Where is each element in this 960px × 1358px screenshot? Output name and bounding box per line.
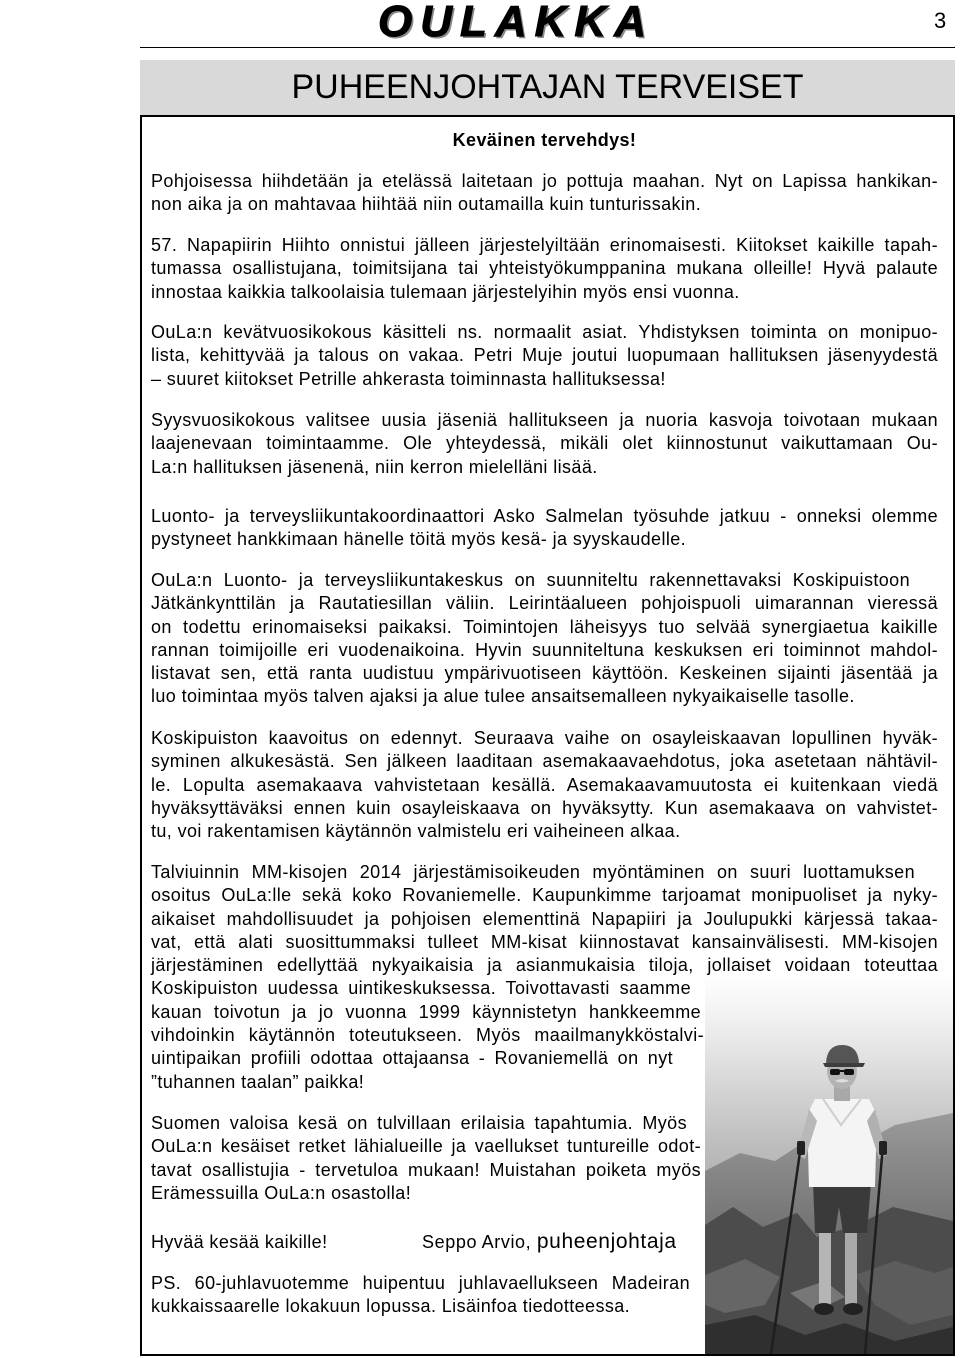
newsletter-logo: OULAKKA bbox=[378, 0, 654, 46]
paragraph-line: tu, voi rakentamisen käytännön valmistelu eri vaiheineen alkaa. bbox=[151, 821, 681, 842]
signature-title: puheenjohtaja bbox=[536, 1230, 677, 1253]
postscript bbox=[151, 1272, 690, 1319]
paragraph-line: kauan toivotun ja jo vuonna 1999 käynnistetyn hankkeemme bbox=[151, 1001, 701, 1022]
paragraph-line: OuLa:n Luonto- ja terveysliikuntakeskus on suunniteltu rakennettavaksi Koskipuistoon bbox=[151, 570, 910, 590]
paragraph-ski-event bbox=[151, 234, 938, 304]
paragraph-line: Erämessuilla OuLa:n osastolla! bbox=[151, 1182, 412, 1203]
paragraph-health-center bbox=[151, 569, 938, 709]
paragraph-line: Jätkänkynttilän ja Rautatiesillan väliin. Leirintäalueen pohjoispuoli uimarannan vieressä bbox=[151, 593, 938, 614]
paragraph-line: 57. Napapiirin Hiihto onnistui jälleen järjestelyiltään erinomaisesti. Kiitokset kaikille tapah- bbox=[151, 235, 938, 255]
paragraph-line: tumassa osallistujana, toimitsijana tai yhteistyökumppanina mukana olleille! Hyvä palaute bbox=[151, 258, 938, 279]
postscript-line: PS. 60-juhlavuotemme huipentuu juhlavaellukseen Madeiran bbox=[151, 1273, 690, 1293]
article-greeting: Keväinen tervehdys! bbox=[452, 130, 637, 150]
paragraph-line: Talviuinnin MM-kisojen 2014 järjestämisoikeuden myöntäminen on suuri luottamuksen bbox=[151, 862, 915, 882]
closing-greeting: Hyvää kesää kaikille! bbox=[151, 1232, 328, 1252]
paragraph-line: laajenevaan toimintaamme. Ole yhteydessä, mikäli olet kiinnostunut vaikuttamaan Ou- bbox=[151, 433, 938, 454]
paragraph-line: ”tuhannen taalan” paikka! bbox=[151, 1071, 365, 1092]
paragraph-line: OuLa:n kevätvuosikokous käsitteli ns. normaalit asiat. Yhdistyksen toiminta on monipuo- bbox=[151, 322, 938, 342]
paragraph-line: pystyneet hankkimaan hänelle töitä myös kesä- ja syyskaudelle. bbox=[151, 529, 687, 550]
paragraph-line: Luonto- ja terveysliikuntakoordinaattori Asko Salmelan työsuhde jatkuu - onneksi olemme bbox=[151, 506, 938, 526]
paragraph-line: vat, että alati suosittummaksi tulleet MM-kisat kiinnostavat kansainvälisesti. MM-kisojen bbox=[151, 931, 938, 952]
paragraph-spring bbox=[151, 170, 938, 217]
paragraph-line: hyväksyttäväksi ennen kuin osayleiskaava on hyväksytty. Kun asemakaava on vahvistet- bbox=[151, 797, 938, 818]
paragraph-line: osoitus OuLa:lle sekä koko Rovaniemelle. Kaupunkimme tarjoamat monipuoliset ja nyky- bbox=[151, 885, 938, 906]
section-title-band bbox=[140, 60, 955, 115]
hiker-photo bbox=[705, 975, 953, 1354]
paragraph-line: innostaa kaikkia talkoolaisia tulemaan järjestelyihin myös ensi vuonna. bbox=[151, 281, 740, 302]
paragraph-line: aikaiset mahdollisuudet ja pohjoisen elementtinä Napapiiri ja Joulupukki kärjessä takaa- bbox=[151, 908, 938, 929]
paragraph-line: Koskipuiston kaavoitus on edennyt. Seuraava vaihe on osayleiskaavan lopullinen hyväk- bbox=[151, 728, 938, 748]
paragraph-summer bbox=[151, 1112, 701, 1205]
paragraph-coordinator bbox=[151, 505, 938, 552]
paragraph-zoning bbox=[151, 727, 938, 843]
paragraph-line: tavat osallistujia - tervetuloa mukaan! Muistahan poiketa myös bbox=[151, 1159, 701, 1180]
paragraph-line: syminen alkukesästä. Sen jälkeen laaditaan asemakaavaehdotus, joka asetetaan nähtävil- bbox=[151, 751, 938, 772]
paragraph-line: OuLa:n kesäiset retket lähialueille ja vaellukset tuntureille odot- bbox=[151, 1136, 701, 1157]
signature bbox=[422, 1229, 677, 1255]
paragraph-line: Pohjoisessa hiihdetään ja etelässä laitetaan jo pottuja maahan. Nyt on Lapissa hankikan- bbox=[151, 171, 938, 191]
header-divider bbox=[140, 47, 955, 48]
paragraph-line: non aika ja on mahtavaa hiihtää niin outamailla kuin tunturissakin. bbox=[151, 194, 702, 215]
paragraph-line: le. Lopulta asemakaava vahvistetaan kesällä. Asemakaavamuutosta ei kuitenkaan viedä bbox=[151, 774, 938, 795]
paragraph-line: La:n hallituksen jäsenenä, niin kerron mielelläni lisää. bbox=[151, 456, 598, 477]
paragraph-line: uintipaikan profiili odottaa ottajaansa - Rovaniemellä on nyt bbox=[151, 1048, 673, 1069]
paragraph-line: – suuret kiitokset Petrille ahkerasta toiminnasta hallituksessa! bbox=[151, 368, 666, 389]
paragraph-line: on todettu erinomaiseksi paikaksi. Toimintojen läheisyys tuo selvää synergiaetua kaikille bbox=[151, 616, 938, 637]
postscript-line: kukkaissaarelle lokakuun lopussa. Lisäinfoa tiedotteessa. bbox=[151, 1296, 631, 1317]
paragraph-line: listavat sen, että ranta uudistuu ympärivuotiseen käyttöön. Keskeinen sijainti jäsentää ja bbox=[151, 663, 938, 684]
paragraph-line: rannan toimijoille eri vuodenaikoina. Hyvin suunniteltuna keskuksen eri toiminnot mahdol- bbox=[151, 639, 938, 660]
page-number: 3 bbox=[934, 8, 947, 33]
paragraph-line: lista, kehittyvää ja talous on vakaa. Petri Muje joutui luopumaan hallituksen jäsenyydestä bbox=[151, 345, 938, 366]
paragraph-autumn-meeting bbox=[151, 409, 938, 479]
paragraph-line: vihdoinkin käytännön toteutukseen. Myös maailmanykköstalvi- bbox=[151, 1025, 704, 1046]
paragraph-line: järjestäminen edellyttää nykyaikaisia ja asianmukaisia tiloja, jollaiset voidaan toteuttaa bbox=[151, 955, 938, 976]
paragraph-line: Koskipuiston uudessa uintikeskuksessa. Toivottavasti saamme bbox=[151, 978, 691, 999]
section-title: PUHEENJOHTAJAN TERVEISET bbox=[291, 68, 804, 106]
signature-name: Seppo Arvio, bbox=[422, 1232, 532, 1252]
paragraph-line: Syysvuosikokous valitsee uusia jäseniä hallitukseen ja nuoria kasvoja toivotaan mukaan bbox=[151, 410, 938, 430]
paragraph-line: luo toimintaa myös talven ajaksi ja alue tulee ansaitsemalleen nykyaikaiselle tasolle. bbox=[151, 686, 855, 707]
paragraph-line: Suomen valoisa kesä on tulvillaan erilaisia tapahtumia. Myös bbox=[151, 1113, 687, 1133]
paragraph-spring-meeting bbox=[151, 321, 938, 391]
